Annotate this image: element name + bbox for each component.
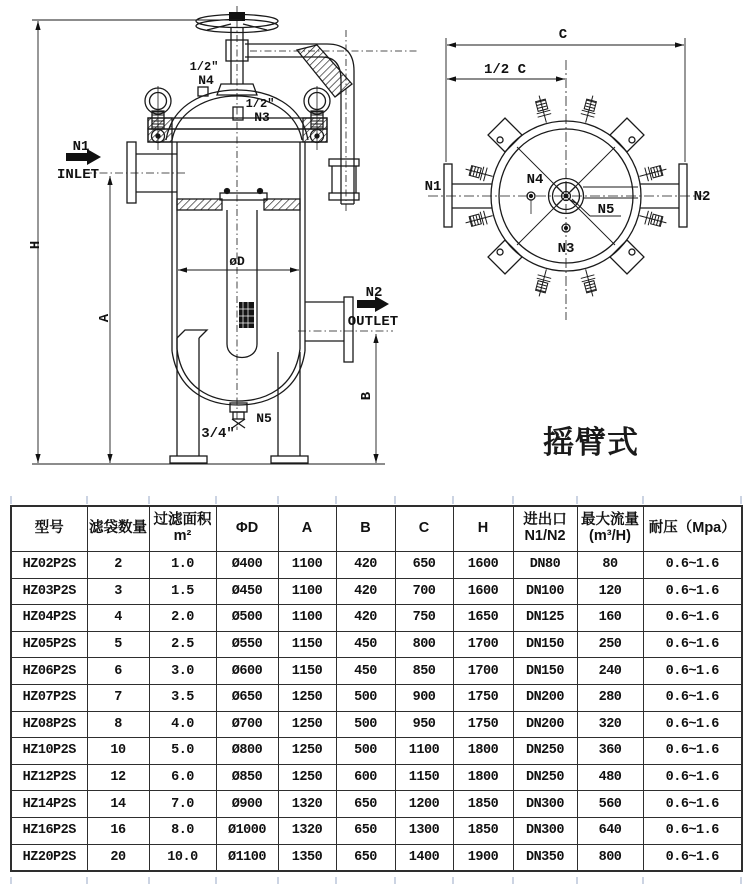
table-cell: 1150: [278, 658, 336, 685]
table-cell: 0.6~1.6: [643, 578, 742, 605]
table-cell: Ø800: [216, 738, 278, 765]
table-row: [11, 764, 742, 791]
table-cell: Ø450: [216, 578, 278, 605]
table-cell: 1800: [453, 764, 513, 791]
table-cell: Ø850: [216, 764, 278, 791]
dim-c-label: C: [558, 27, 568, 43]
tube-sheet: [177, 189, 300, 211]
table-cell: 640: [577, 817, 643, 844]
table-cell: 500: [336, 684, 395, 711]
table-cell: HZ12P2S: [11, 764, 87, 791]
table-cell: 0.6~1.6: [643, 605, 742, 632]
table-cell: 80: [577, 552, 643, 579]
table-cell: Ø500: [216, 605, 278, 632]
table-cell: HZ03P2S: [11, 578, 87, 605]
swing-arm: [245, 30, 418, 212]
port-n4: [527, 192, 535, 214]
table-cell: 600: [336, 764, 395, 791]
table-cell: 250: [577, 631, 643, 658]
table-cell: 480: [577, 764, 643, 791]
table-cell: 1850: [453, 817, 513, 844]
table-cell: 1100: [395, 738, 453, 765]
table-cell: 2.0: [149, 605, 216, 632]
spec-table-body: [11, 552, 742, 872]
table-cell: 5.0: [149, 738, 216, 765]
bottom-head: [172, 349, 305, 428]
top-dimensions: [446, 38, 685, 162]
table-cell: 3: [87, 578, 149, 605]
column-header: ΦD: [216, 506, 278, 552]
table-row: [11, 578, 742, 605]
table-cell: HZ20P2S: [11, 844, 87, 871]
table-cell: DN100: [513, 578, 577, 605]
table-cell: 10: [87, 738, 149, 765]
vessel-shell: [172, 142, 305, 351]
table-cell: 160: [577, 605, 643, 632]
table-cell: Ø900: [216, 791, 278, 818]
table-row: [11, 658, 742, 685]
table-cell: HZ02P2S: [11, 552, 87, 579]
table-cell: 1100: [278, 578, 336, 605]
table-cell: 6: [87, 658, 149, 685]
table-cell: 420: [336, 578, 395, 605]
column-header: H: [453, 506, 513, 552]
table-cell: Ø400: [216, 552, 278, 579]
table-cell: 420: [336, 605, 395, 632]
table-cell: 0.6~1.6: [643, 631, 742, 658]
table-cell: 450: [336, 658, 395, 685]
column-header: 最大流量 (m³/H): [577, 506, 643, 552]
column-header: 型号: [11, 506, 87, 552]
table-row: [11, 844, 742, 871]
table-cell: 5: [87, 631, 149, 658]
table-cell: DN250: [513, 738, 577, 765]
table-cell: 750: [395, 605, 453, 632]
table-cell: 280: [577, 684, 643, 711]
table-cell: Ø550: [216, 631, 278, 658]
table-cell: HZ14P2S: [11, 791, 87, 818]
table-cell: HZ08P2S: [11, 711, 87, 738]
table-cell: Ø600: [216, 658, 278, 685]
table-cell: 0.6~1.6: [643, 552, 742, 579]
table-cell: Ø1000: [216, 817, 278, 844]
cropped-row-hint-bottom: [10, 877, 742, 884]
table-cell: 240: [577, 658, 643, 685]
bag-mesh: [239, 302, 254, 328]
table-cell: 500: [336, 738, 395, 765]
n4-size-label: 1/2″: [189, 60, 219, 74]
table-cell: 360: [577, 738, 643, 765]
table-cell: 650: [336, 791, 395, 818]
table-cell: 900: [395, 684, 453, 711]
column-header: 进出口 N1/N2: [513, 506, 577, 552]
table-cell: 12: [87, 764, 149, 791]
table-cell: 3.5: [149, 684, 216, 711]
table-cell: 420: [336, 552, 395, 579]
table-row: [11, 605, 742, 632]
table-cell: HZ10P2S: [11, 738, 87, 765]
table-cell: 1.5: [149, 578, 216, 605]
table-cell: 1250: [278, 684, 336, 711]
table-row: [11, 791, 742, 818]
table-cell: 0.6~1.6: [643, 684, 742, 711]
table-cell: 8.0: [149, 817, 216, 844]
inlet-nozzle: [84, 142, 186, 203]
table-row: [11, 552, 742, 579]
table-cell: 120: [577, 578, 643, 605]
column-header: 滤袋数量: [87, 506, 149, 552]
table-cell: 500: [336, 711, 395, 738]
table-cell: 10.0: [149, 844, 216, 871]
table-cell: 0.6~1.6: [643, 658, 742, 685]
spec-table: [10, 505, 743, 872]
table-cell: 4: [87, 605, 149, 632]
top-n4-label: N4: [526, 172, 544, 188]
type-title: 摇臂式: [543, 425, 639, 460]
table-cell: 1300: [395, 817, 453, 844]
top-n3-label: N3: [557, 241, 575, 257]
table-cell: DN300: [513, 791, 577, 818]
table-cell: 14: [87, 791, 149, 818]
table-row: [11, 817, 742, 844]
table-cell: 1100: [278, 605, 336, 632]
dim-a-label: A: [97, 313, 113, 323]
table-cell: 1650: [453, 605, 513, 632]
table-cell: HZ16P2S: [11, 817, 87, 844]
table-cell: 0.6~1.6: [643, 711, 742, 738]
table-cell: 450: [336, 631, 395, 658]
table-cell: 4.0: [149, 711, 216, 738]
table-cell: 1320: [278, 791, 336, 818]
n1-label: N1: [72, 139, 90, 155]
outlet-label: OUTLET: [347, 314, 399, 330]
dim-half-c-label: 1/2 C: [483, 62, 527, 78]
table-cell: 0.6~1.6: [643, 817, 742, 844]
table-row: [11, 711, 742, 738]
dim-h-label: H: [28, 240, 44, 250]
table-cell: DN150: [513, 631, 577, 658]
table-cell: DN150: [513, 658, 577, 685]
table-cell: 1850: [453, 791, 513, 818]
table-cell: 0.6~1.6: [643, 844, 742, 871]
table-cell: DN200: [513, 711, 577, 738]
table-cell: 2: [87, 552, 149, 579]
table-cell: 8: [87, 711, 149, 738]
side-view-labels: [28, 60, 398, 442]
dim-b-label: B: [359, 391, 375, 401]
table-cell: DN125: [513, 605, 577, 632]
table-cell: 650: [336, 844, 395, 871]
column-header: 过滤面积 m²: [149, 506, 216, 552]
spec-table-header-row: [11, 506, 742, 552]
filter-bag: [227, 210, 257, 358]
table-cell: 1100: [278, 552, 336, 579]
n4-label: N4: [198, 73, 214, 88]
n3-label: N3: [254, 110, 270, 125]
table-cell: 16: [87, 817, 149, 844]
n3-size-label: 1/2″: [245, 97, 275, 111]
table-cell: 1800: [453, 738, 513, 765]
table-cell: 1600: [453, 578, 513, 605]
table-row: [11, 738, 742, 765]
table-cell: 1350: [278, 844, 336, 871]
table-cell: DN350: [513, 844, 577, 871]
table-cell: 1700: [453, 631, 513, 658]
top-n1-label: N1: [424, 179, 442, 195]
table-cell: 1250: [278, 764, 336, 791]
table-cell: 2.5: [149, 631, 216, 658]
table-cell: 1150: [395, 764, 453, 791]
table-cell: 6.0: [149, 764, 216, 791]
table-cell: 1900: [453, 844, 513, 871]
table-cell: Ø1100: [216, 844, 278, 871]
n5-size-label: 3/4″: [201, 426, 235, 442]
table-cell: DN250: [513, 764, 577, 791]
support-legs: [170, 330, 308, 463]
table-cell: 7: [87, 684, 149, 711]
table-cell: HZ05P2S: [11, 631, 87, 658]
table-cell: 320: [577, 711, 643, 738]
table-cell: Ø650: [216, 684, 278, 711]
table-cell: 650: [336, 817, 395, 844]
table-cell: 1.0: [149, 552, 216, 579]
table-cell: 1250: [278, 711, 336, 738]
table-row: [11, 631, 742, 658]
table-cell: 0.6~1.6: [643, 791, 742, 818]
table-cell: 1150: [278, 631, 336, 658]
table-cell: HZ07P2S: [11, 684, 87, 711]
table-cell: 3.0: [149, 658, 216, 685]
n5-label: N5: [256, 411, 272, 426]
table-cell: 1750: [453, 711, 513, 738]
table-cell: 0.6~1.6: [643, 738, 742, 765]
inlet-label: INLET: [56, 167, 100, 183]
cropped-row-hint-top: [10, 496, 742, 504]
table-cell: 1600: [453, 552, 513, 579]
table-cell: 1700: [453, 658, 513, 685]
table-cell: 800: [395, 631, 453, 658]
top-view: [428, 38, 704, 320]
column-header: 耐压（Mpa）: [643, 506, 742, 552]
table-cell: 20: [87, 844, 149, 871]
column-header: A: [278, 506, 336, 552]
table-cell: 1400: [395, 844, 453, 871]
table-cell: DN200: [513, 684, 577, 711]
table-cell: DN80: [513, 552, 577, 579]
table-cell: HZ06P2S: [11, 658, 87, 685]
table-cell: 1200: [395, 791, 453, 818]
column-header: C: [395, 506, 453, 552]
column-header: B: [336, 506, 395, 552]
table-cell: 0.6~1.6: [643, 764, 742, 791]
table-cell: DN300: [513, 817, 577, 844]
table-cell: 800: [577, 844, 643, 871]
top-n5-label: N5: [597, 202, 615, 218]
table-cell: 1250: [278, 738, 336, 765]
table-cell: 7.0: [149, 791, 216, 818]
table-row: [11, 684, 742, 711]
table-cell: HZ04P2S: [11, 605, 87, 632]
dim-d-label: øD: [229, 254, 245, 269]
top-n2-label: N2: [693, 189, 711, 205]
table-cell: 650: [395, 552, 453, 579]
table-cell: 1750: [453, 684, 513, 711]
table-cell: 950: [395, 711, 453, 738]
table-cell: 1320: [278, 817, 336, 844]
table-cell: 560: [577, 791, 643, 818]
n2-label: N2: [365, 285, 383, 301]
table-cell: 850: [395, 658, 453, 685]
table-cell: Ø700: [216, 711, 278, 738]
table-cell: 700: [395, 578, 453, 605]
